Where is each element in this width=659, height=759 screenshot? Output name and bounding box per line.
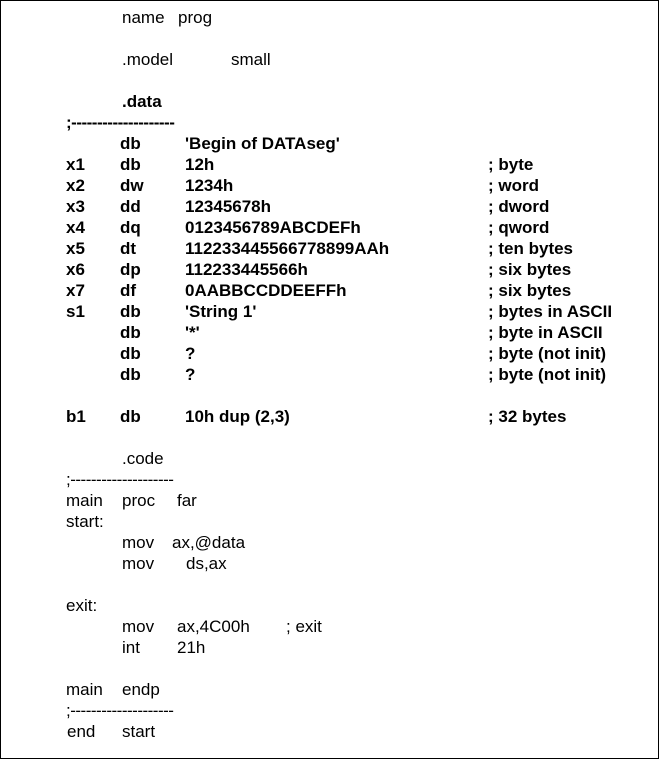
- model-keyword: .model: [122, 50, 174, 69]
- data-row-value: '*': [185, 323, 200, 342]
- endp-label: main: [66, 680, 103, 699]
- model-value: small: [231, 50, 271, 69]
- data-row-type: dw: [120, 176, 144, 195]
- end-value: start: [122, 722, 156, 741]
- name-value: prog: [178, 8, 213, 27]
- data-row-type: db: [120, 344, 141, 363]
- instruction-args: ax,4C00h: [177, 617, 250, 636]
- data-row-value: 'Begin of DATAseg': [185, 134, 340, 153]
- data-row-type: db: [120, 407, 141, 426]
- data-row-comment: ; byte in ASCII: [488, 323, 603, 342]
- data-row-type: db: [120, 155, 141, 174]
- data-row-value: 12h: [185, 155, 215, 174]
- data-row-comment: ; bytes in ASCII: [488, 302, 613, 321]
- data-row-value: 10h dup (2,3): [185, 407, 290, 426]
- proc-label: main: [66, 491, 103, 510]
- instruction-args: 21h: [177, 638, 206, 657]
- instruction-args: ds,ax: [186, 554, 227, 573]
- data-row-type: db: [120, 134, 141, 153]
- end-keyword: end: [67, 722, 96, 741]
- data-row-value: ?: [185, 344, 196, 363]
- data-row-value: 112233445566778899AAh: [185, 239, 390, 258]
- exit-label: exit:: [66, 596, 98, 615]
- data-row-label: x5: [66, 239, 85, 258]
- separator-line: ;--------------------: [66, 701, 174, 720]
- name-keyword: name: [122, 8, 165, 27]
- data-row-value: 0123456789ABCDEFh: [185, 218, 361, 237]
- data-row-comment: ; ten bytes: [488, 239, 574, 258]
- data-row-comment: ; qword: [488, 218, 550, 237]
- data-row-value: ?: [185, 365, 196, 384]
- data-row-comment: ; byte: [488, 155, 534, 174]
- data-row-comment: ; byte (not init): [488, 365, 607, 384]
- instruction-op: mov: [122, 617, 155, 636]
- instruction-op: mov: [122, 554, 155, 573]
- far-keyword: far: [177, 491, 197, 510]
- data-row-label: b1: [66, 407, 86, 426]
- data-row-type: dt: [120, 239, 137, 258]
- start-label: start:: [66, 512, 104, 531]
- data-row-comment: ; 32 bytes: [488, 407, 567, 426]
- separator-line: ;--------------------: [66, 470, 174, 489]
- data-row-label: x2: [66, 176, 85, 195]
- data-row-type: db: [120, 302, 141, 321]
- data-row-label: x3: [66, 197, 85, 216]
- data-row-value: 0AABBCCDDEEFFh: [185, 281, 347, 300]
- data-row-comment: ; six bytes: [488, 260, 572, 279]
- data-row-label: s1: [66, 302, 85, 321]
- instruction-op: mov: [122, 533, 155, 552]
- data-row-value: 1234h: [185, 176, 234, 195]
- data-row-value: 112233445566h: [185, 260, 308, 279]
- data-row-type: db: [120, 365, 141, 384]
- data-row-type: dd: [120, 197, 141, 216]
- proc-keyword: proc: [122, 491, 156, 510]
- data-row-comment: ; word: [488, 176, 539, 195]
- data-row-value: 12345678h: [185, 197, 272, 216]
- data-row-type: db: [120, 323, 141, 342]
- data-segment-keyword: .data: [122, 92, 162, 111]
- instruction-comment: ; exit: [286, 617, 322, 636]
- data-row-comment: ; dword: [488, 197, 550, 216]
- endp-keyword: endp: [122, 680, 160, 699]
- data-row-label: x7: [66, 281, 85, 300]
- data-row-type: df: [120, 281, 137, 300]
- data-row-type: dq: [120, 218, 141, 237]
- code-segment-keyword: .code: [122, 449, 164, 468]
- data-row-label: x6: [66, 260, 85, 279]
- instruction-op: int: [122, 638, 140, 657]
- data-row-label: x4: [66, 218, 85, 237]
- instruction-args: ax,@data: [172, 533, 246, 552]
- data-row-type: dp: [120, 260, 141, 279]
- data-row-label: x1: [66, 155, 85, 174]
- separator-line: ;--------------------: [66, 113, 175, 132]
- data-row-comment: ; six bytes: [488, 281, 572, 300]
- data-row-value: 'String 1': [185, 302, 257, 321]
- data-row-comment: ; byte (not init): [488, 344, 607, 363]
